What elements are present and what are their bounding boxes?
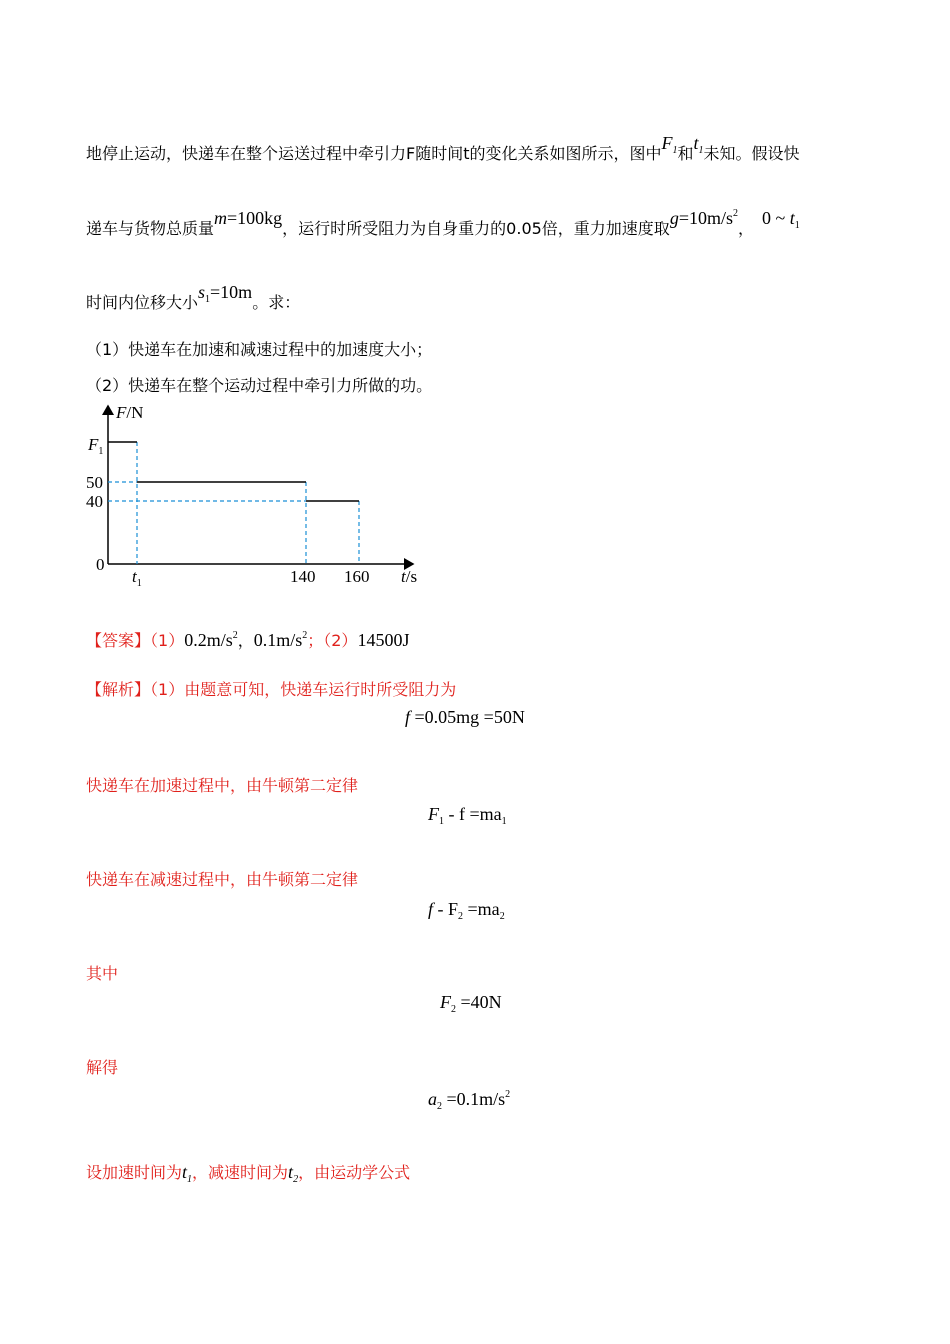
problem-line-3: 时间内位移大小$s_1=10m$。求： [86,282,301,312]
answer-line: 【答案】$(1)0.2m/s^2$，$0.1m/s^2$；（2）14500J [86,630,410,650]
xtick-160: 160 [344,567,370,586]
equation-a2: $a_2 =0.1m/s^2$ [428,1089,511,1112]
kinematics-text: 设加速时间为$t_1$，减速时间为$t_2$，由运动学公式 [86,1162,411,1185]
xtick-140: 140 [290,567,316,586]
solve-text: 解得 [86,1058,119,1077]
x-axis-label: t/s [401,567,418,586]
decel-text: 快递车在减速过程中，由牛顿第二定律 [86,870,359,889]
problem-line-1: 地停止运动，快递车在整个运送过程中牵引力F随时间t的变化关系如图所示，图中$F_1$和$t_1$未知。假设快 [86,133,800,163]
equation-decel: $f - F_2 =ma_2$ [428,899,505,922]
problem-line-2: 递车与货物总质量m=100kg，运行时所受阻力为自身重力的0.05倍，重力加速度取$g=10m/s^2$，0 ~ $t_1$ [86,208,800,238]
ytick-f1: $F_1$ [88,435,104,457]
xtick-t1: $t_1$ [132,567,142,589]
equation-friction: f =0.05mg =50N [405,707,525,727]
accel-text: 快递车在加速过程中，由牛顿第二定律 [86,776,359,795]
force-time-chart [80,400,430,595]
ytick-40: 40 [86,492,103,511]
equation-f2: $F_2 =40N$ [440,992,502,1015]
question-2: （2）快递车在整个运动过程中牵引力所做的功。 [86,376,433,395]
where-text: 其中 [86,964,119,983]
equation-accel: $F_1 - f =ma_1$ [428,804,507,827]
question-1: （1）快递车在加速和减速过程中的加速度大小； [86,340,433,359]
solution-intro: 【解析】（1）由题意可知，快递车运行时所受阻力为 [86,680,457,699]
ytick-0: 0 [96,555,105,574]
y-axis-label: F/N [116,403,144,422]
ytick-50: 50 [86,473,103,492]
